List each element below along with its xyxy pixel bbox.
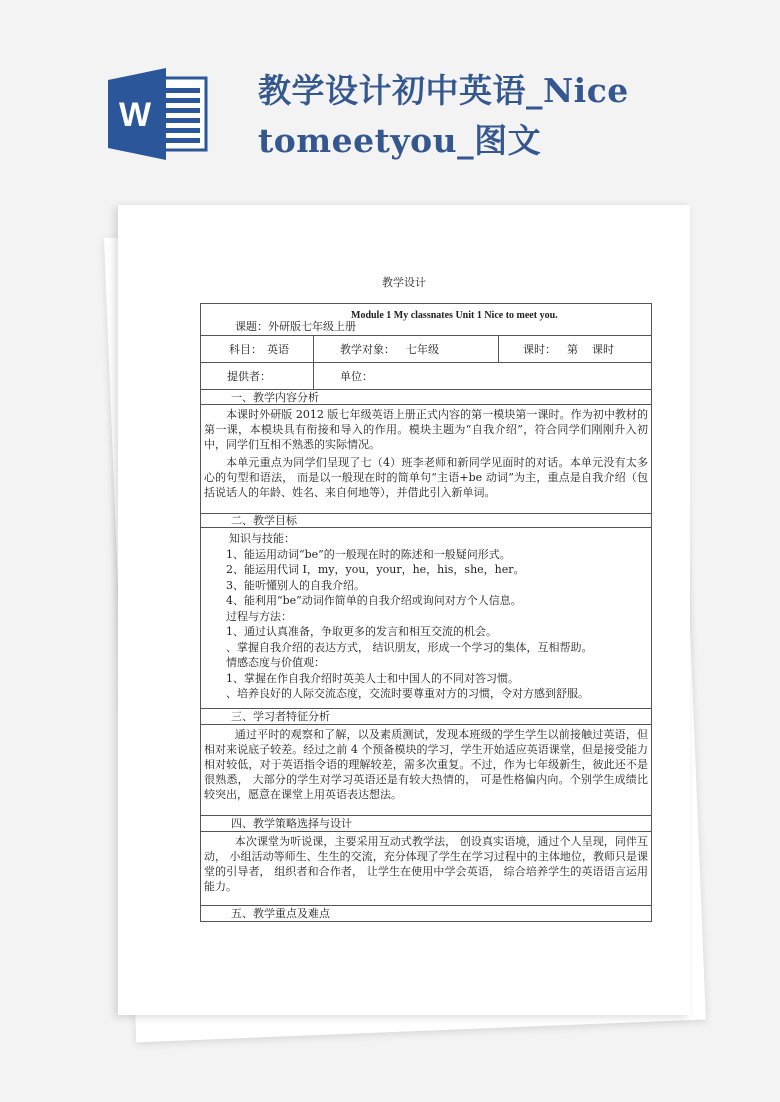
objective-line: 、掌握自我介绍的表达方式， 结识朋友，形成一个学习的集体，互相帮助。	[226, 640, 593, 654]
subject-row	[201, 336, 651, 363]
word-document-icon	[108, 68, 208, 160]
section-1-header: 一、教学内容分析	[201, 390, 651, 405]
objective-line: 知识与技能：	[229, 532, 295, 545]
section-2-header: 二、教学目标	[201, 514, 651, 528]
subject-label: 科目：	[229, 343, 262, 356]
objective-line: 3、能听懂别人的自我介绍。	[226, 578, 365, 592]
period-value: 第 课时	[567, 343, 614, 356]
audience-label: 教学对象：	[340, 343, 395, 356]
objective-line: 过程与方法：	[226, 609, 292, 623]
title-line-2: tomeetyou_图文	[258, 121, 542, 160]
objective-line: 1、通过认真准备，争取更多的发言和相互交流的机会。	[226, 625, 497, 638]
audience-value: 七年级	[406, 343, 439, 356]
period-label: 课时：	[523, 343, 556, 356]
lesson-plan-table	[200, 303, 652, 922]
objective-line: 、培养良好的人际交流态度，交流时要尊重对方的习惯，令对方感到舒服。	[226, 687, 589, 700]
objective-line: 1、能运用动词“be”的一般现在时的陈述和一般疑问形式。	[226, 547, 511, 561]
objective-line: 情感态度与价值观：	[226, 656, 325, 669]
document-page	[118, 205, 690, 1015]
topic-label: 课题：外研版七年级上册	[235, 320, 356, 333]
section-4-header: 四、教学策略选择与设计	[201, 816, 651, 832]
title-line-1: 教学设计初中英语_Nice	[258, 71, 629, 110]
provider-label: 提供者：	[227, 370, 271, 383]
provider-row	[201, 363, 651, 390]
paragraph: 本单元重点为同学们呈现了七（4）班李老师和新同学见面时的对话。本单元没有太多心的句型和语法， 而是以一般现在时的简单句“主语+be 动词”为主，重点是自我介绍（包括说话人的年龄、姓名、来自何地等），并借此引入新单词。	[204, 456, 648, 499]
section-3-body	[201, 725, 651, 816]
topic-row	[201, 304, 651, 336]
doc-heading: 教学设计	[382, 276, 426, 289]
section-3-header: 三、学习者特征分析	[201, 709, 651, 725]
paragraph: 本次课堂为听说课，主要采用互动式教学法， 创设真实语境，通过个人呈现，同伴互动， 小组活动等师生、生生的交流，充分体现了学生在学习过程中的主体地位，教师只是课堂的引导者， 组织者和合作者， 让学生在使用中学会英语， 综合培养学生的英语语言运用能力。	[204, 835, 648, 893]
document-title	[258, 66, 738, 166]
objective-line: 2、能运用代词 I，my，you，your，he，his，she，her。	[226, 563, 525, 576]
paragraph: 本课时外研版 2012 版七年级英语上册正式内容的第一模块第一课时。作为初中教材的第一课，本模块具有衔接和导入的作用。模块主题为“自我介绍”，符合同学们刚刚升入初中，同学们互相不熟悉的实际情况。	[204, 408, 648, 451]
section-5-header: 五、教学重点及难点	[231, 907, 330, 920]
svg-text:W: W	[118, 96, 152, 134]
unit-label: 单位：	[340, 370, 373, 383]
section-2-body	[201, 528, 651, 709]
section-1-body	[201, 405, 651, 514]
objective-line: 1、掌握在作自我介绍时英美人士和中国人的不同对答习惯。	[226, 671, 519, 685]
topic-value: Module 1 My classnates Unit 1 Nice to meet you.	[351, 310, 558, 321]
paragraph: 通过平时的观察和了解，以及素质测试，发现本班级的学生学生以前接触过英语，但相对来说底子较差。经过之前 4 个预备模块的学习，学生开始适应英语课堂，但是接受能力相对较低，对于英语指令语的理解较差，需多次重复。不过，作为七年级新生，彼此还不是很熟悉， 大部分的学生对学习英语还是有较大热情的， 可是性格偏内向。个别学生成绩比较突出，愿意在课堂上用英语表达想法。	[204, 728, 648, 801]
section-4-body	[201, 832, 651, 906]
objective-line: 4、能利用“be”动词作简单的自我介绍或询问对方个人信息。	[226, 594, 522, 607]
subject-value: 英语	[267, 343, 289, 356]
